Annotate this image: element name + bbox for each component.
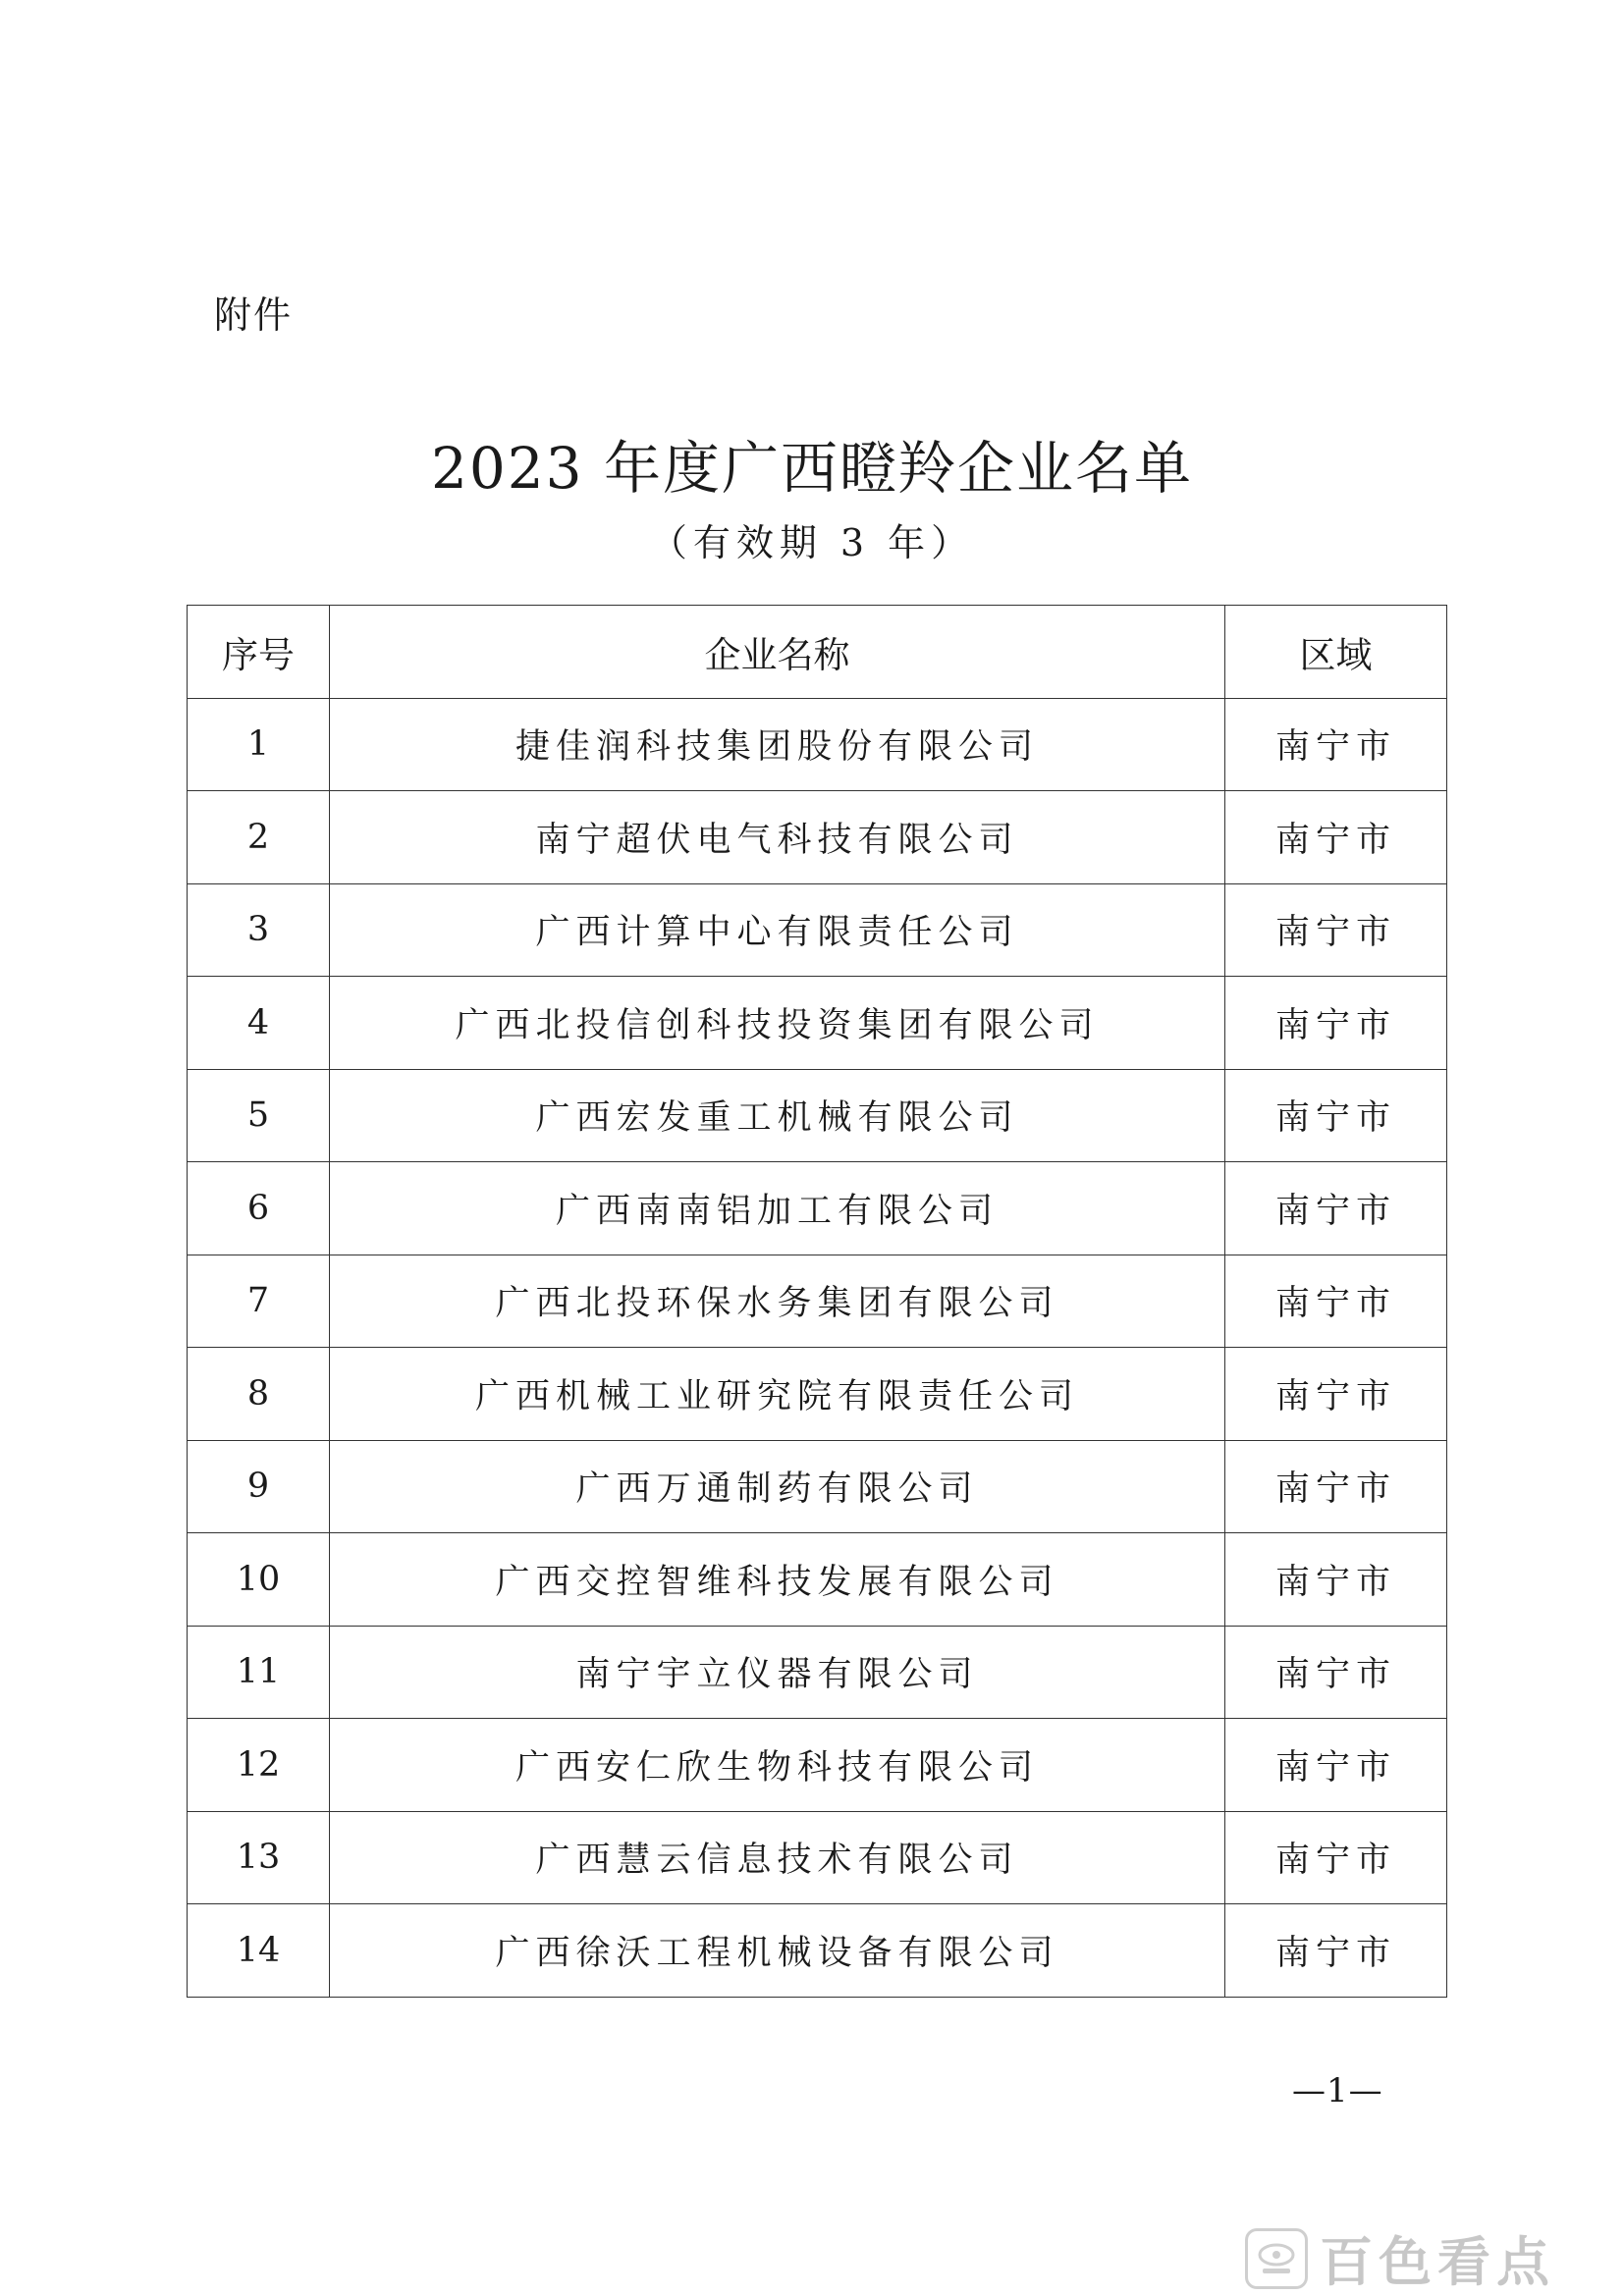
table-row (188, 1626, 1447, 1719)
enterprise-name: 广西计算中心有限责任公司 (330, 883, 1225, 977)
table-row (188, 1811, 1447, 1904)
enterprise-name: 南宁超伏电气科技有限公司 (330, 791, 1225, 884)
table-row (188, 977, 1447, 1070)
table-row (188, 1162, 1447, 1255)
row-index: 10 (188, 1533, 330, 1627)
table-row (188, 1255, 1447, 1348)
region: 南宁市 (1225, 1533, 1447, 1627)
region: 南宁市 (1225, 977, 1447, 1070)
region: 南宁市 (1225, 1904, 1447, 1998)
region: 南宁市 (1225, 1719, 1447, 1812)
page-subtitle: （有效期 3 年） (649, 521, 975, 564)
enterprise-table (187, 605, 1447, 1998)
baise-kandian-logo-icon (1245, 2228, 1308, 2289)
enterprise-name: 广西安仁欣生物科技有限公司 (330, 1719, 1225, 1812)
row-index: 9 (188, 1440, 330, 1533)
enterprise-name: 广西徐沃工程机械设备有限公司 (330, 1904, 1225, 1998)
table-row (188, 1348, 1447, 1441)
row-index: 11 (188, 1626, 330, 1719)
table-header-row (188, 606, 1447, 699)
enterprise-name: 广西北投环保水务集团有限公司 (330, 1255, 1225, 1348)
row-index: 4 (188, 977, 330, 1070)
row-index: 14 (188, 1904, 330, 1998)
table-row (188, 1719, 1447, 1812)
table-row (188, 791, 1447, 884)
enterprise-name: 广西北投信创科技投资集团有限公司 (330, 977, 1225, 1070)
region: 南宁市 (1225, 1626, 1447, 1719)
page-number: —1— (1292, 2071, 1383, 2110)
enterprise-name: 广西宏发重工机械有限公司 (330, 1069, 1225, 1162)
region: 南宁市 (1225, 1440, 1447, 1533)
watermark-brand: 百色看点 (1320, 2231, 1555, 2293)
region: 南宁市 (1225, 1069, 1447, 1162)
enterprise-name: 广西南南铝加工有限公司 (330, 1162, 1225, 1255)
column-header-region: 区域 (1225, 606, 1447, 699)
row-index: 1 (188, 698, 330, 791)
table-row (188, 1533, 1447, 1627)
row-index: 5 (188, 1069, 330, 1162)
row-index: 12 (188, 1719, 330, 1812)
enterprise-name: 广西交控智维科技发展有限公司 (330, 1533, 1225, 1627)
table-row (188, 698, 1447, 791)
column-header-name: 企业名称 (330, 606, 1225, 699)
enterprise-name: 广西万通制药有限公司 (330, 1440, 1225, 1533)
table-row (188, 1440, 1447, 1533)
enterprise-name: 南宁宇立仪器有限公司 (330, 1626, 1225, 1719)
attachment-label: 附件 (214, 294, 294, 337)
table-row (188, 1904, 1447, 1998)
region: 南宁市 (1225, 1348, 1447, 1441)
row-index: 8 (188, 1348, 330, 1441)
region: 南宁市 (1225, 1162, 1447, 1255)
enterprise-name: 捷佳润科技集团股份有限公司 (330, 698, 1225, 791)
page-title: 2023 年度广西瞪羚企业名单 (430, 435, 1194, 502)
region: 南宁市 (1225, 883, 1447, 977)
region: 南宁市 (1225, 791, 1447, 884)
region: 南宁市 (1225, 1255, 1447, 1348)
region: 南宁市 (1225, 698, 1447, 791)
row-index: 2 (188, 791, 330, 884)
region: 南宁市 (1225, 1811, 1447, 1904)
row-index: 13 (188, 1811, 330, 1904)
column-header-index: 序号 (188, 606, 330, 699)
row-index: 7 (188, 1255, 330, 1348)
row-index: 3 (188, 883, 330, 977)
watermark (1245, 2220, 1555, 2296)
row-index: 6 (188, 1162, 330, 1255)
enterprise-name: 广西慧云信息技术有限公司 (330, 1811, 1225, 1904)
enterprise-name: 广西机械工业研究院有限责任公司 (330, 1348, 1225, 1441)
table-row (188, 883, 1447, 977)
table-row (188, 1069, 1447, 1162)
